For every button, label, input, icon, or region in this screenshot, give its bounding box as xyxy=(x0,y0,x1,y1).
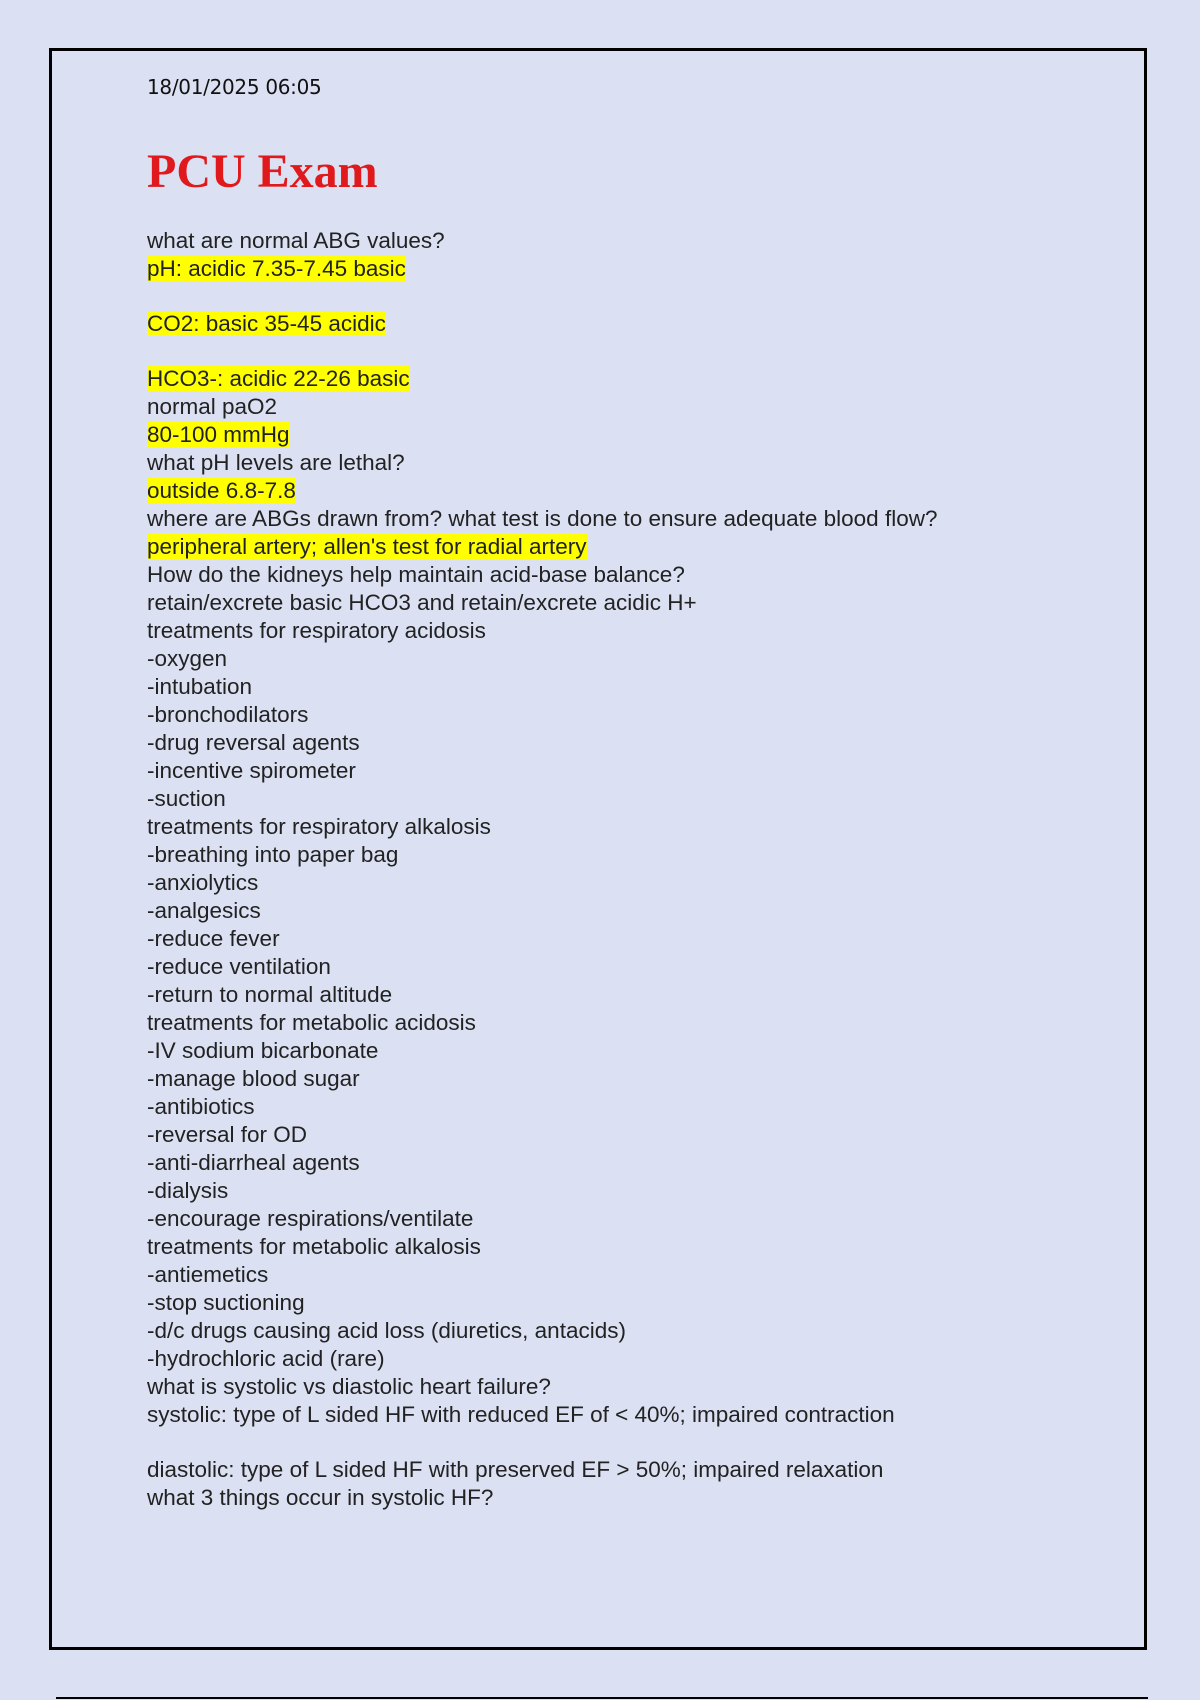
text-line: retain/excrete basic HCO3 and retain/excrete acidic H+ xyxy=(147,590,697,615)
page-bottom-divider xyxy=(56,1697,1148,1699)
list-item: -antiemetics xyxy=(147,1262,269,1287)
section-heading: treatments for metabolic alkalosis xyxy=(147,1234,481,1259)
list-item: -dialysis xyxy=(147,1178,229,1203)
list-item: -hydrochloric acid (rare) xyxy=(147,1346,385,1371)
section-heading: treatments for respiratory alkalosis xyxy=(147,814,491,839)
question-line: where are ABGs drawn from? what test is done to ensure adequate blood flow? xyxy=(147,506,938,531)
list-item: -anxiolytics xyxy=(147,870,259,895)
question-line: what are normal ABG values? xyxy=(147,228,445,253)
timestamp: 18/01/2025 06:05 xyxy=(147,75,322,99)
answer-line: pH: acidic 7.35-7.45 basic xyxy=(147,256,406,281)
document-body xyxy=(147,227,1127,1512)
question-line: How do the kidneys help maintain acid-base balance? xyxy=(147,562,685,587)
list-item: -return to normal altitude xyxy=(147,982,393,1007)
page-title: PCU Exam xyxy=(147,145,378,198)
list-item: -manage blood sugar xyxy=(147,1066,360,1091)
list-item: -anti-diarrheal agents xyxy=(147,1150,360,1175)
answer-line: 80-100 mmHg xyxy=(147,422,290,447)
section-heading: treatments for respiratory acidosis xyxy=(147,618,486,643)
list-item: -antibiotics xyxy=(147,1094,255,1119)
list-item: -stop suctioning xyxy=(147,1290,305,1315)
list-item: -reversal for OD xyxy=(147,1122,308,1147)
list-item: -drug reversal agents xyxy=(147,730,360,755)
list-item: -reduce fever xyxy=(147,926,280,951)
document-page xyxy=(49,48,1147,1650)
question-line: normal paO2 xyxy=(147,394,278,419)
list-item: -suction xyxy=(147,786,226,811)
list-item: -oxygen xyxy=(147,646,228,671)
list-item: -reduce ventilation xyxy=(147,954,331,979)
answer-line: peripheral artery; allen's test for radial artery xyxy=(147,534,587,559)
question-line: what pH levels are lethal? xyxy=(147,450,405,475)
list-item: -incentive spirometer xyxy=(147,758,356,783)
text-line: systolic: type of L sided HF with reduced EF of < 40%; impaired contraction xyxy=(147,1402,895,1427)
question-line: what is systolic vs diastolic heart failure? xyxy=(147,1374,551,1399)
list-item: -encourage respirations/ventilate xyxy=(147,1206,474,1231)
answer-line: HCO3-: acidic 22-26 basic xyxy=(147,366,410,391)
list-item: -d/c drugs causing acid loss (diuretics, antacids) xyxy=(147,1318,626,1343)
list-item: -bronchodilators xyxy=(147,702,309,727)
list-item: -intubation xyxy=(147,674,253,699)
list-item: -IV sodium bicarbonate xyxy=(147,1038,379,1063)
question-line: what 3 things occur in systolic HF? xyxy=(147,1485,494,1510)
section-heading: treatments for metabolic acidosis xyxy=(147,1010,476,1035)
list-item: -breathing into paper bag xyxy=(147,842,399,867)
list-item: -analgesics xyxy=(147,898,261,923)
text-line: diastolic: type of L sided HF with preserved EF > 50%; impaired relaxation xyxy=(147,1457,884,1482)
answer-line: outside 6.8-7.8 xyxy=(147,478,296,503)
answer-line: CO2: basic 35-45 acidic xyxy=(147,311,386,336)
